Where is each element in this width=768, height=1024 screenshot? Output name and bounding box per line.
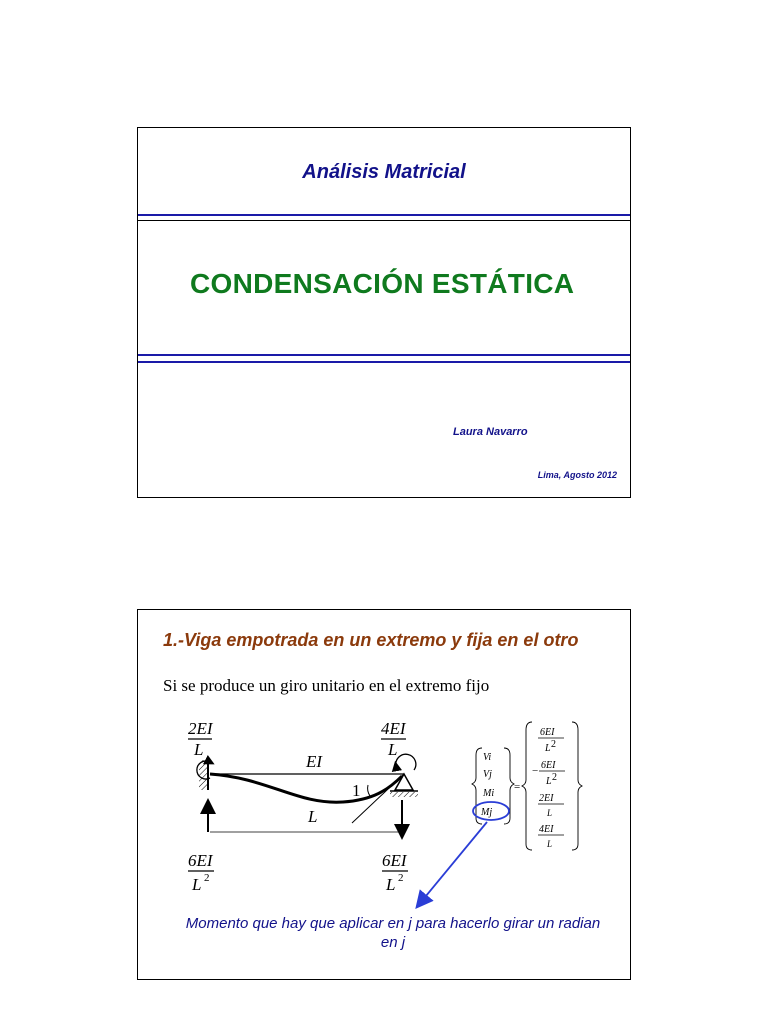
rhs-2-den: L bbox=[547, 808, 553, 818]
left-brace bbox=[522, 722, 532, 850]
moment-right-den: L bbox=[388, 740, 398, 759]
right-brace bbox=[572, 722, 582, 850]
shear-right-num: 6EI bbox=[382, 851, 407, 870]
moment-arc-right-icon bbox=[396, 754, 416, 770]
rhs-3-den: L bbox=[547, 839, 553, 849]
rhs-1-exp: 2 bbox=[552, 772, 557, 783]
annotation-note: Momento que hay que aplicar en j para hacerlo girar un radian en j bbox=[185, 915, 601, 951]
pointer-arrow bbox=[421, 822, 487, 902]
moment-right-num: 4EI bbox=[381, 719, 406, 738]
slide-heading: 1.-Viga empotrada en un extremo y fija en el otro bbox=[163, 630, 579, 650]
body-text: Si se produce un giro unitario en el extremo fijo bbox=[163, 676, 490, 695]
vector-lhs-3: Mj bbox=[481, 807, 493, 818]
divider bbox=[138, 214, 630, 216]
divider bbox=[138, 354, 630, 356]
equals-sign: = bbox=[514, 781, 521, 793]
moment-left-den: L bbox=[194, 740, 204, 759]
author: Laura Navarro bbox=[453, 426, 528, 438]
content-slide bbox=[137, 609, 631, 980]
vector-lhs-2: Mi bbox=[483, 788, 495, 799]
rotation-label: 1 bbox=[352, 781, 361, 800]
date: Lima, Agosto 2012 bbox=[537, 470, 617, 480]
slide-subtitle: Análisis Matricial bbox=[302, 161, 466, 183]
shear-left-exp: 2 bbox=[204, 872, 210, 884]
minus-sign: − bbox=[532, 765, 539, 777]
rhs-1-num: 6EI bbox=[541, 760, 556, 771]
divider bbox=[138, 220, 630, 221]
rhs-0-num: 6EI bbox=[540, 727, 555, 738]
shear-left-den: L bbox=[192, 875, 202, 894]
rhs-3-num: 4EI bbox=[539, 824, 554, 835]
moment-left-num: 2EI bbox=[188, 719, 213, 738]
rhs-0-exp: 2 bbox=[551, 739, 556, 750]
divider bbox=[138, 361, 630, 363]
vector-lhs-1: Vj bbox=[483, 769, 492, 780]
title-slide bbox=[137, 127, 631, 498]
slide-title: CONDENSACIÓN ESTÁTICA bbox=[190, 268, 575, 299]
beam-label: EI bbox=[306, 752, 323, 771]
shear-right-den: L bbox=[386, 875, 396, 894]
shear-right-exp: 2 bbox=[398, 872, 404, 884]
shear-left-num: 6EI bbox=[188, 851, 213, 870]
fixed-support-icon bbox=[199, 760, 208, 790]
rhs-1-den: L bbox=[546, 776, 552, 787]
span-label: L bbox=[308, 807, 318, 826]
rhs-2-num: 2EI bbox=[539, 793, 554, 804]
rhs-0-den: L bbox=[545, 743, 551, 754]
vector-lhs-0: Vi bbox=[483, 752, 492, 763]
deformed-beam bbox=[210, 774, 402, 802]
